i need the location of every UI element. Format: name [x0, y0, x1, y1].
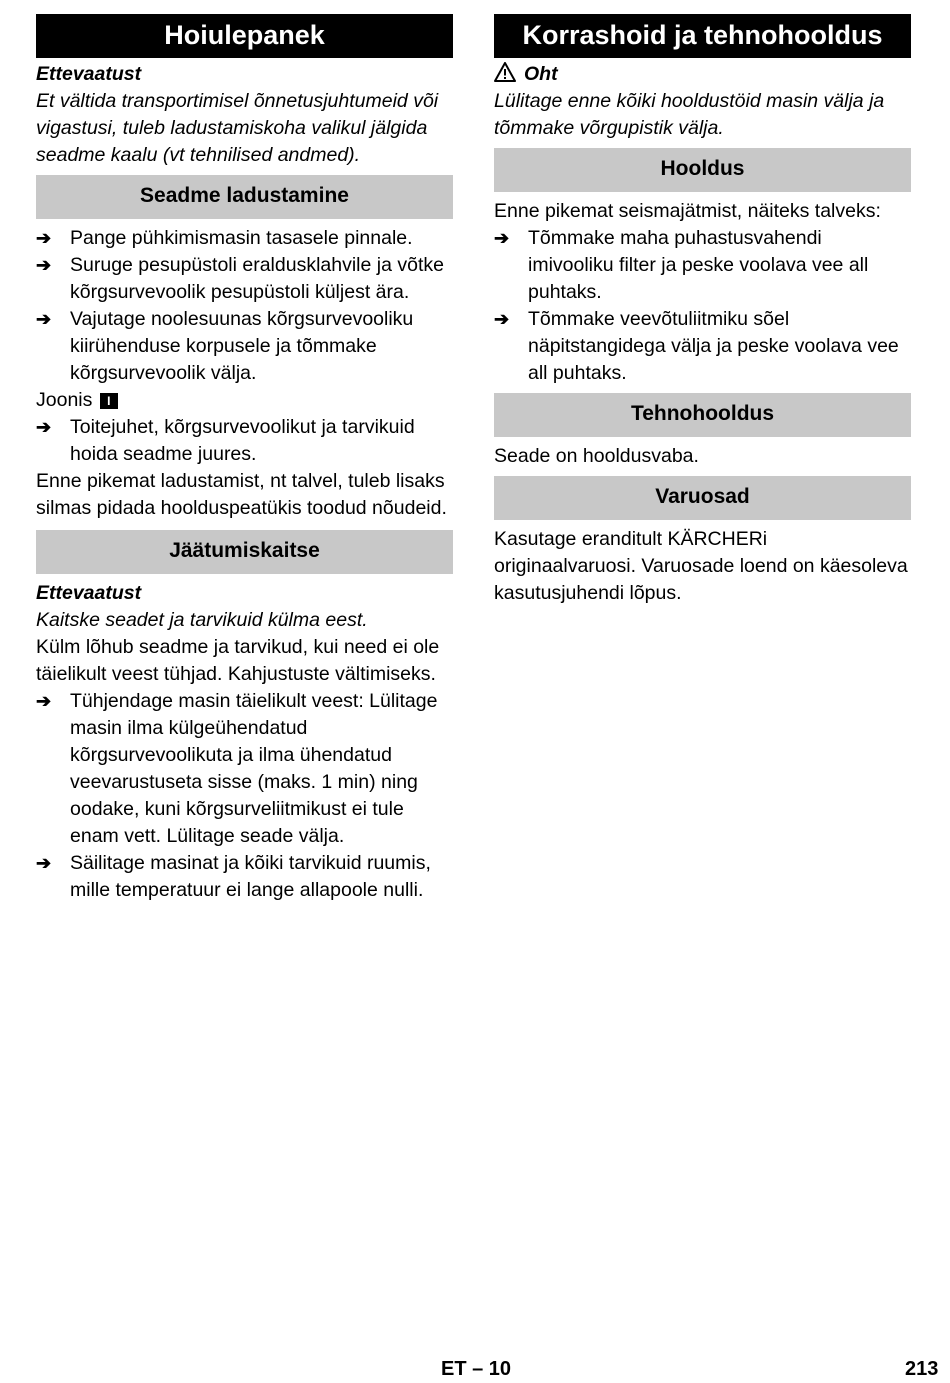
- spare-parts-text: Kasutage eranditult KÄRCHERi originaalvaruosi. Varuosade loend on käesoleva kasutusjuhendi lõpus.: [494, 528, 908, 604]
- list-item: ➔ Tõmmake maha puhastusvahendi imivooliku filter ja peske voolava vee all puhtaks.: [494, 227, 869, 303]
- heading-service: Tehnohooldus: [494, 393, 911, 437]
- danger-label: Oht: [524, 63, 558, 85]
- heading-frost-protection: Jäätumiskaitse: [36, 530, 453, 574]
- section-title-maintenance: Korrashoid ja tehnohooldus: [494, 14, 911, 58]
- danger-label-row: [494, 61, 911, 88]
- arrow-right-icon: ➔: [36, 853, 52, 873]
- arrow-right-icon: ➔: [494, 309, 510, 329]
- arrow-right-icon: ➔: [36, 309, 52, 329]
- footer-section-label: ET – 10: [441, 1358, 512, 1380]
- arrow-right-icon: ➔: [36, 691, 52, 711]
- figure-reference: Joonis I: [36, 387, 453, 414]
- frost-caution-text: Külm lõhub seadme ja tarvikud, kui need ei ole täielikult veest tühjad. Kahjustuste vältimiseks.: [36, 636, 440, 685]
- list-item: ➔ Suruge pesupüstoli eraldusklahvile ja võtke kõrgsurvevoolik pesupüstoli küljest ära.: [36, 254, 444, 303]
- frost-caution-italic: Kaitske seadet ja tarvikuid külma eest.: [36, 609, 368, 631]
- section-title-storage: Hoiulepanek: [36, 14, 453, 58]
- arrow-right-icon: ➔: [494, 228, 510, 248]
- service-text: Seade on hooldusvaba.: [494, 445, 699, 467]
- storage-note: Enne pikemat ladustamist, nt talvel, tuleb lisaks silmas pidada hoolduspeatükis toodud nõudeid.: [36, 470, 447, 519]
- heading-storing-device: Seadme ladustamine: [36, 175, 453, 219]
- figure-number-badge: I: [100, 393, 118, 409]
- warning-triangle-icon: [494, 62, 516, 82]
- frost-caution-label: Ettevaatust: [36, 582, 142, 604]
- heading-maintenance: Hooldus: [494, 148, 911, 192]
- list-item: ➔ Tõmmake veevõtuliitmiku sõel näpitstangidega välja ja peske voolava vee all puhtaks.: [494, 308, 899, 384]
- arrow-right-icon: ➔: [36, 417, 52, 437]
- list-item: ➔ Vajutage noolesuunas kõrgsurvevooliku kiirühenduse korpusele ja tõmmake kõrgsurvevoolik välja.: [36, 308, 414, 384]
- danger-text: Lülitage enne kõiki hooldustöid masin välja ja tõmmake võrgupistik välja.: [494, 90, 885, 139]
- right-column: [494, 14, 911, 607]
- heading-spare-parts: Varuosad: [494, 476, 911, 520]
- caution-text: Et vältida transportimisel õnnetusjuhtumeid või vigastusi, tuleb ladustamiskoha valikul jälgida seadme kaalu (vt tehnilised andmed).: [36, 90, 439, 166]
- maintenance-intro: Enne pikemat seismajätmist, näiteks talveks:: [494, 200, 881, 222]
- arrow-right-icon: ➔: [36, 255, 52, 275]
- arrow-right-icon: ➔: [36, 228, 52, 248]
- caution-label: Ettevaatust: [36, 63, 142, 85]
- page-number: 213: [905, 1358, 939, 1380]
- list-item: ➔ Toitejuhet, kõrgsurvevoolikut ja tarvikuid hoida seadme juures.: [36, 416, 415, 465]
- list-item: ➔ Säilitage masinat ja kõiki tarvikuid ruumis, mille temperatuur ei lange allapoole nulli.: [36, 852, 431, 901]
- list-item: ➔ Pange pühkimismasin tasasele pinnale.: [36, 225, 453, 252]
- left-column: [36, 14, 453, 904]
- list-item: ➔ Tühjendage masin täielikult veest: Lülitage masin ilma külgeühendatud kõrgsurvevoolikuta ja ilma ühendatud veevarustuseta sisse (maks. 1 min) ning oodake, kuni kõrgsurveliitmikust ei tule enam vett. Lülitage seade välja.: [36, 690, 438, 847]
